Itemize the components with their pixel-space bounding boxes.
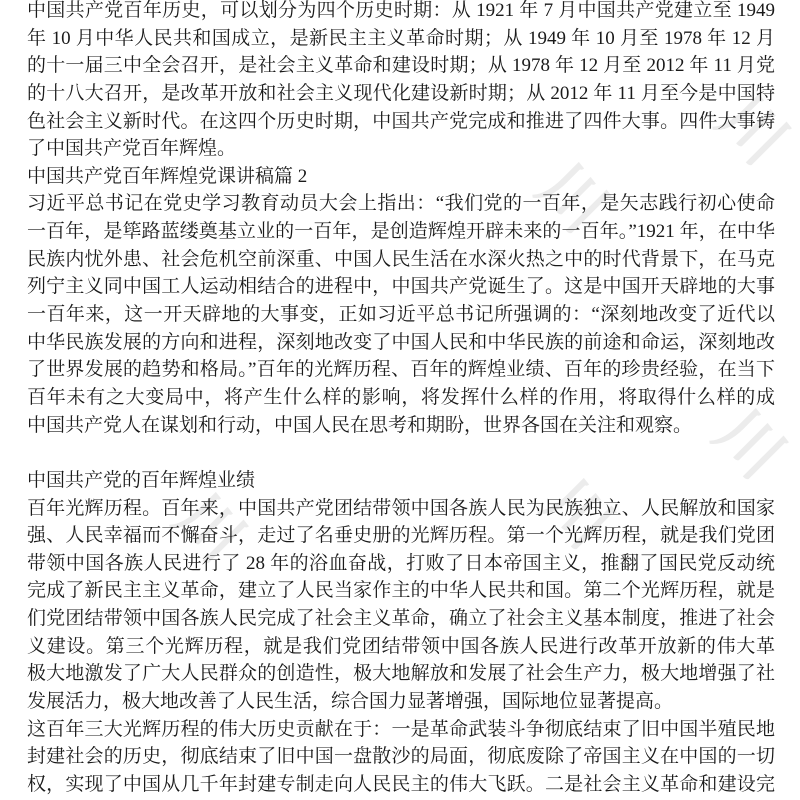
- text-line: 列宁主义同中国工人运动相结合的进程中，中国共产党诞生了。这是中国开天辟地的大事: [27, 276, 775, 298]
- text-line: 一百年来，这一开天辟地的大事变，正如习近平总书记所强调的：“深刻地改变了近代以: [27, 304, 775, 326]
- watermark-icon: 川: [523, 149, 619, 245]
- watermark-icon: 川: [160, 479, 256, 575]
- watermark-icon: 川: [700, 395, 796, 491]
- text-line: 一百年，是筚路蓝缕奠基立业的一百年，是创造辉煌开辟未来的一百年。”1921 年，在中华: [27, 221, 775, 243]
- text-line: 的十八大召开，是改革开放和社会主义现代化建设新时期；从 2012 年 11 月至今是中国特: [27, 82, 775, 104]
- section-heading-line: 中国共产党的百年辉煌业绩: [27, 469, 256, 491]
- text-line: 们党团结带领中国各族人民完成了社会主义革命，确立了社会主义基本制度，推进了社会: [27, 608, 775, 630]
- text-line: 中国共产党人在谋划和行动，中国人民在思考和期盼，世界各国在关注和观察。: [27, 414, 693, 436]
- text-line: 这百年三大光辉历程的伟大历史贡献在于：一是革命武装斗争彻底结束了旧中国半殖民地: [27, 718, 775, 740]
- watermark-icon: 川: [703, 81, 799, 177]
- text-line: 中国共产党百年历史，可以划分为四个历史时期：从 1921 年 7 月中国共产党建立至 1949: [27, 0, 775, 21]
- text-line: 带领中国各族人民进行了 28 年的浴血奋战，打败了日本帝国主义，推翻了国民党反动统: [27, 552, 775, 574]
- text-line: 色社会主义新时代。在这四个历史时期，中国共产党完成和推进了四件大事。四件大事铸: [27, 110, 775, 132]
- text-line: 中华民族发展的方向和进程，深刻地改变了中国人民和中华民族的前途和命运，深刻地改: [27, 331, 775, 353]
- text-line: 了中国共产党百年辉煌。: [27, 138, 237, 160]
- text-line: 发展活力，极大地改善了人民生活，综合国力显著增强，国际地位显著提高。: [27, 691, 674, 713]
- text-line: 封建社会的历史，彻底结束了旧中国一盘散沙的局面，彻底废除了帝国主义在中国的一切: [27, 746, 775, 768]
- text-line: 权，实现了中国从几千年封建专制走向人民民主的伟大飞跃。二是社会主义革命和建设完: [27, 773, 775, 795]
- text-line: 完成了新民主主义革命，建立了人民当家作主的中华人民共和国。第二个光辉历程，就是: [27, 580, 775, 602]
- blank-line: [27, 439, 775, 467]
- text-line: 了世界发展的趋势和格局。”百年的光辉历程、百年的辉煌业绩、百年的珍贵经验，在当下: [27, 359, 775, 381]
- text-line: 百年光辉历程。百年来，中国共产党团结带领中国各族人民为民族独立、人民解放和国家: [27, 497, 775, 519]
- text-line: 义建设。第三个光辉历程，就是我们党团结带领中国各族人民进行改革开放新的伟大革: [27, 635, 775, 657]
- text-line: 极大地激发了广大人民群众的创造性，极大地解放和发展了社会生产力，极大地增强了社: [27, 663, 775, 685]
- text-line: 百年未有之大变局中，将产生什么样的影响，将发挥什么样的作用，将取得什么样的成: [27, 386, 775, 408]
- text-line: 强、人民幸福而不懈奋斗，走过了名垂史册的光辉历程。第一个光辉历程，就是我们党团: [27, 525, 775, 547]
- watermark-icon: 川: [528, 465, 624, 561]
- text-line: 的十一届三中全会召开，是社会主义革命和建设时期；从 1978 年 12 月至 2012 年 11 月党: [27, 55, 775, 77]
- text-line: 民族内忧外患、社会危机空前深重、中国人民生活在水深火热之中的时代背景下，在马克: [27, 248, 775, 270]
- text-line: 年 10 月中华人民共和国成立，是新民主主义革命时期；从 1949 年 10 月至 1978 年 12 月: [27, 27, 775, 49]
- text-line: 习近平总书记在党史学习教育动员大会上指出：“我们党的一百年，是矢志践行初心使命: [27, 193, 775, 215]
- lecture-title-line: 中国共产党百年辉煌党课讲稿篇 2: [27, 165, 308, 187]
